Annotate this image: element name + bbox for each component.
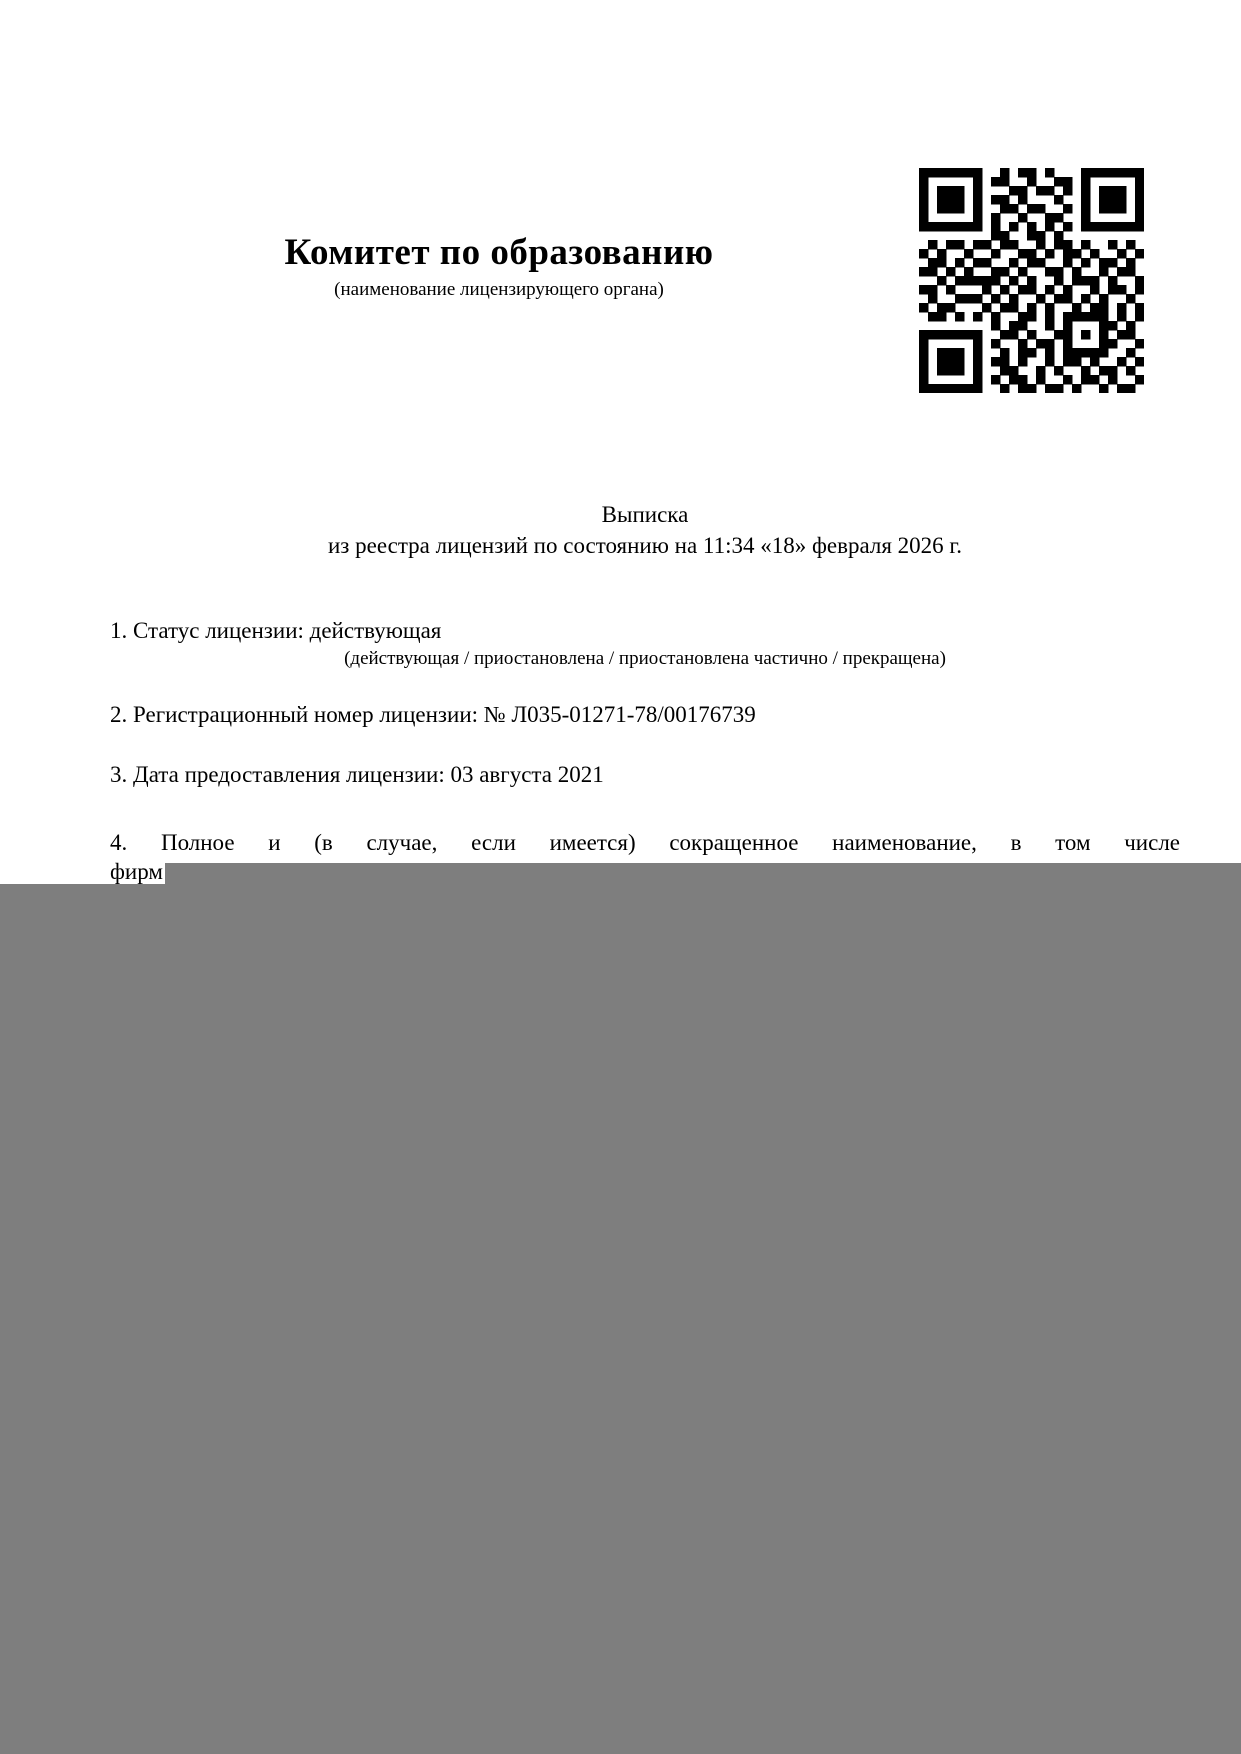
extract-heading-line2: из реестра лицензий по состоянию на 11:34 «18» февраля 2026 г. [327,533,963,558]
item-registration-number: 2. Регистрационный номер лицензии: № Л035-01271-78/00176739 [110,702,756,727]
redaction-overlay-strip [165,863,1241,884]
item-organization-name-line1: 4. Полное и (в случае, если имеется) сокращенное наименование, в том числе [110,830,1180,855]
qr-code-icon [919,168,1144,393]
item-organization-name-line2: фирм [110,859,163,884]
page-title-note: (наименование лицензирующего органа) [334,279,664,300]
redaction-overlay-main [0,884,1241,1754]
licensing-authority-header [110,232,888,301]
extract-heading-line1: Выписка [601,502,689,527]
extract-heading [110,499,1180,561]
item-grant-date: 3. Дата предоставления лицензии: 03 августа 2021 [110,762,604,787]
item-license-status: 1. Статус лицензии: действующая [110,618,442,643]
item-license-status-note: (действующая / приостановлена / приостановлена частично / прекращена) [344,648,946,669]
page-title: Комитет по образованию [284,232,714,273]
